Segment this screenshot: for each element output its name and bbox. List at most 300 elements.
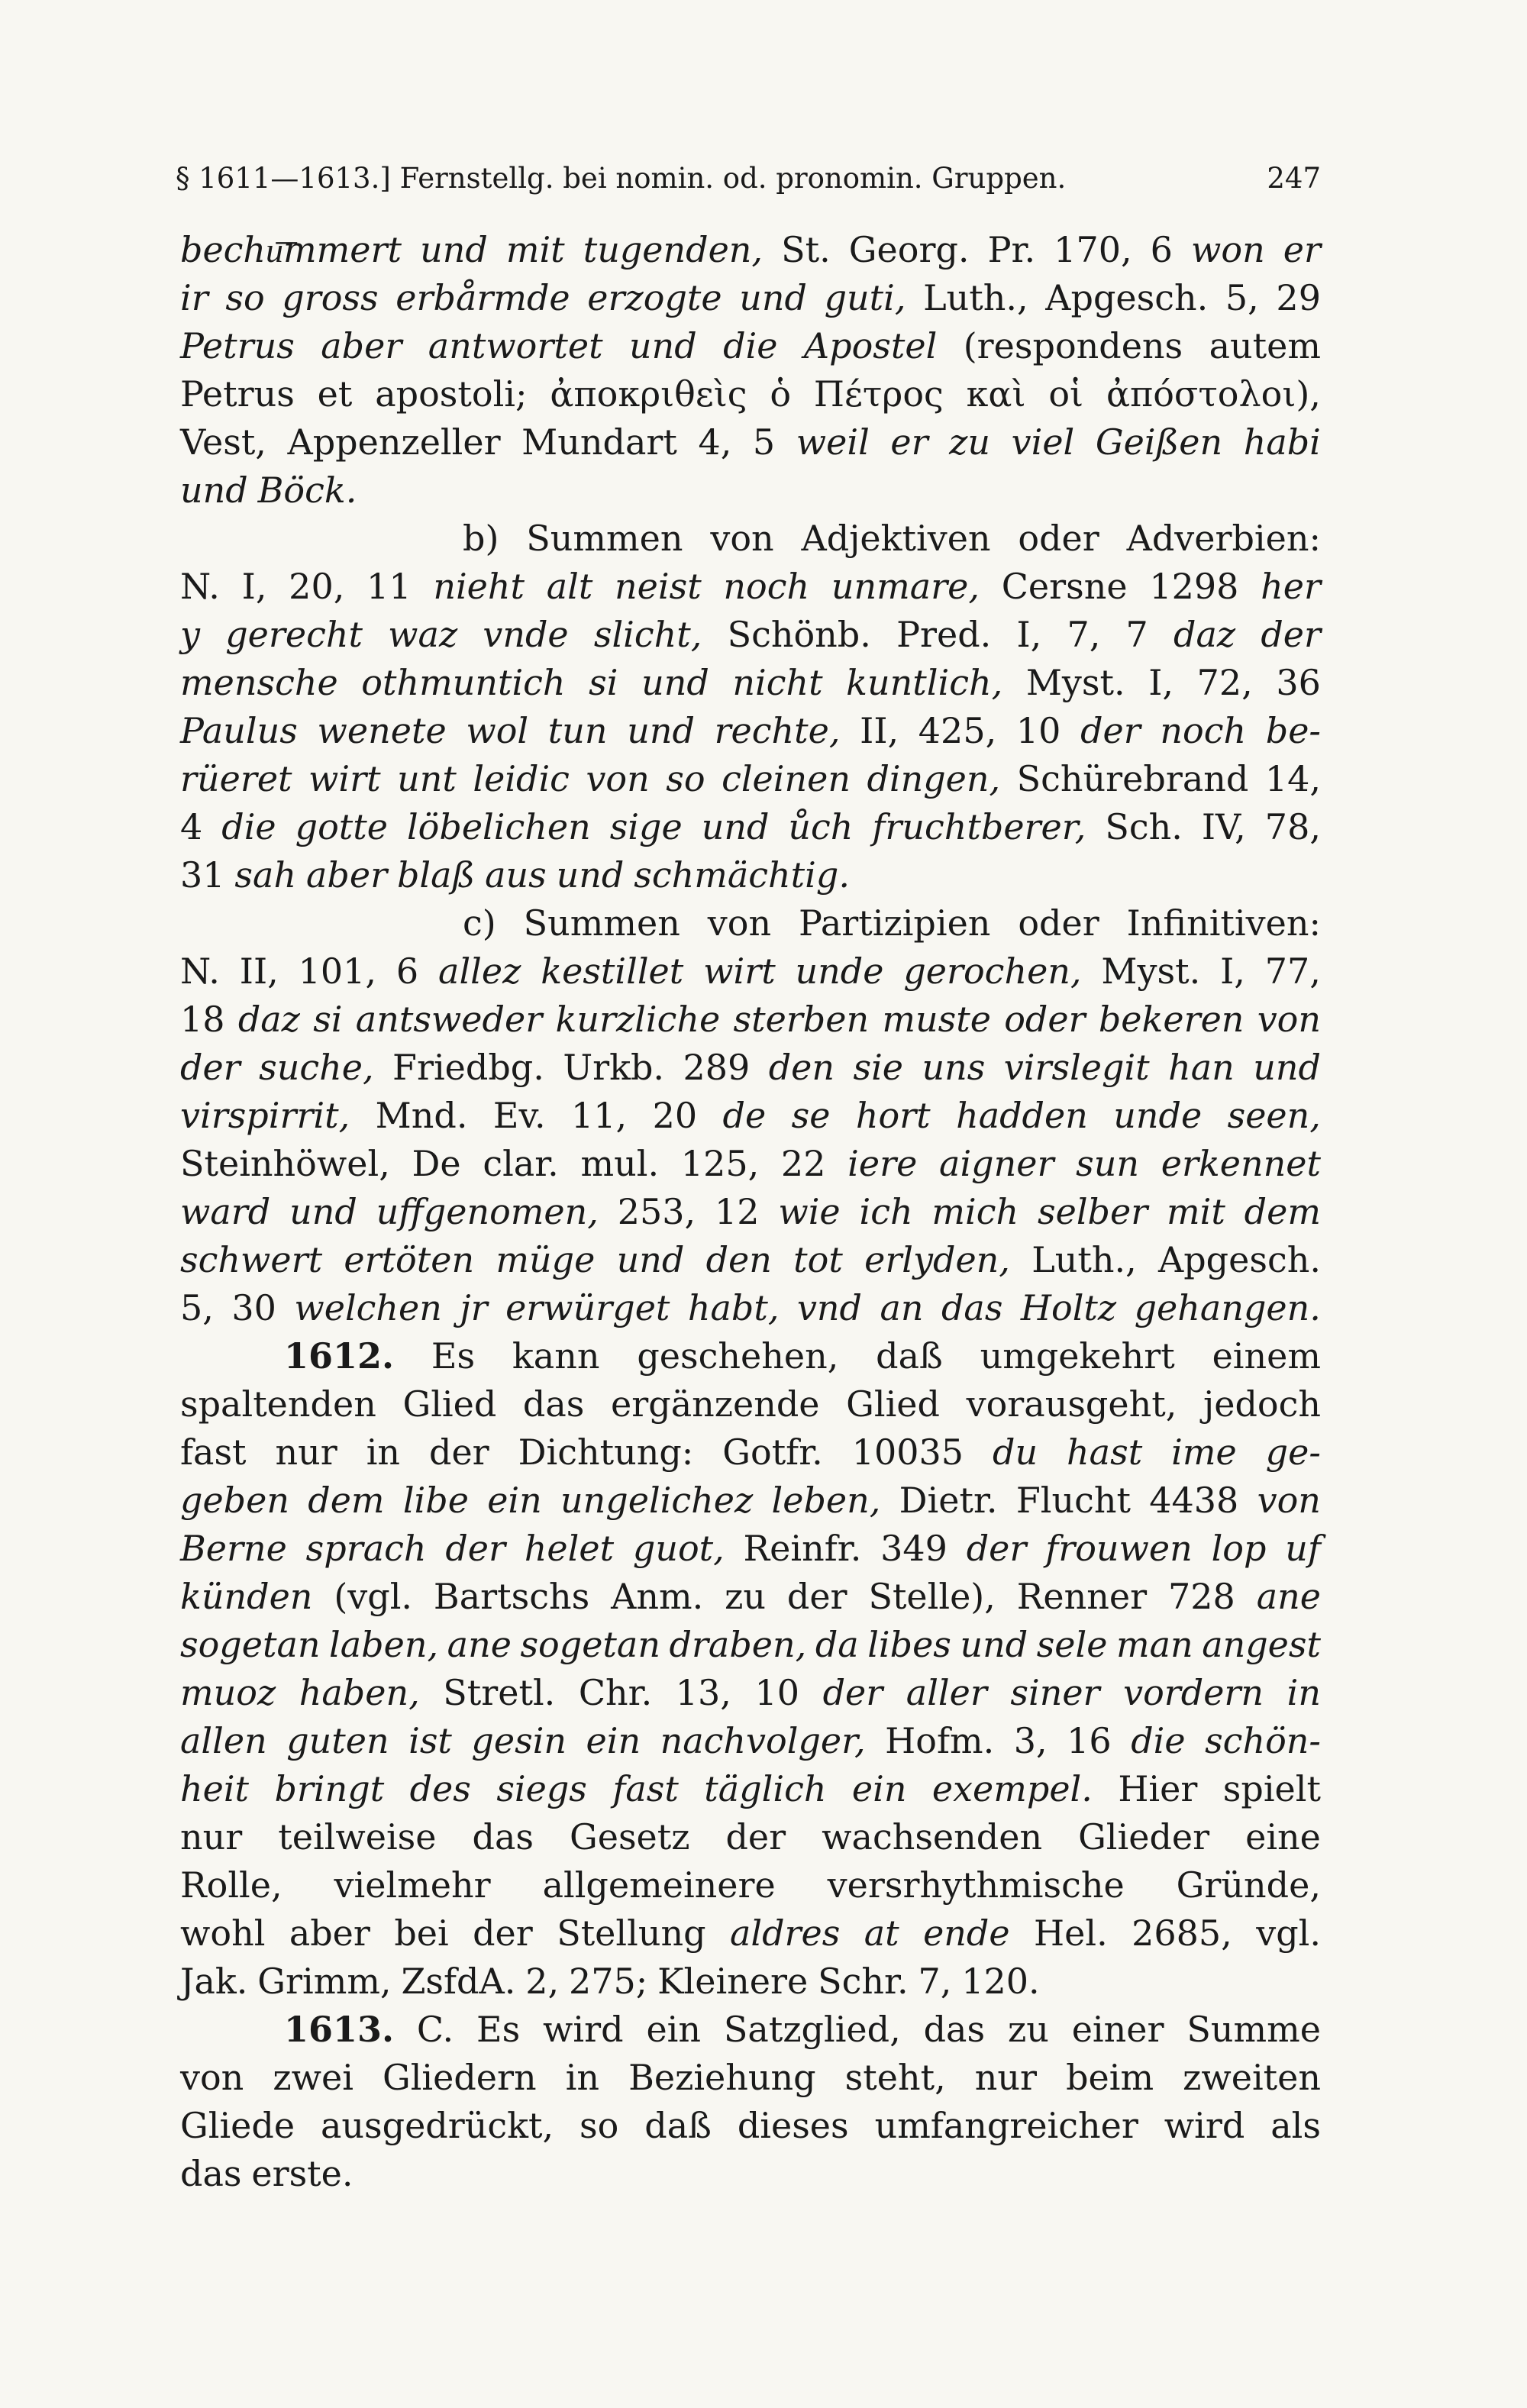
word: dingen, [867, 758, 1001, 799]
word: vgl. [1256, 1913, 1321, 1954]
word: umfangreicher [874, 2105, 1138, 2146]
word: I, [241, 566, 267, 607]
word: die [221, 806, 276, 847]
word: kurzliche [555, 999, 721, 1040]
word: weil [796, 421, 870, 463]
word: siner [1010, 1672, 1100, 1713]
word: teilweise [278, 1816, 437, 1858]
word: und [627, 710, 695, 751]
word: 6 [1150, 229, 1173, 270]
word: Summen [526, 518, 683, 559]
word: 22 [780, 1143, 826, 1184]
word: in [366, 1432, 401, 1473]
word: Es [476, 2009, 521, 2050]
word: und [180, 470, 248, 511]
word: Πέτρος [813, 373, 944, 415]
word: Flucht [1015, 1480, 1131, 1521]
word: der [180, 1047, 241, 1088]
word: unmare, [831, 566, 980, 607]
word: libes [867, 1624, 951, 1665]
text-line [180, 996, 1321, 1044]
word: jr [460, 1287, 488, 1328]
word: an [880, 1287, 924, 1328]
word: 101, [298, 951, 377, 992]
word: sah [234, 854, 297, 896]
word: Beziehung [628, 2057, 816, 2098]
word: wie [778, 1191, 841, 1232]
word: 77, [1264, 951, 1321, 992]
word: der [445, 1528, 505, 1569]
word: und [1253, 1047, 1321, 1088]
word: C. [416, 2009, 454, 2050]
word: das [941, 1287, 1003, 1328]
text-line [180, 1621, 1321, 1669]
word: 4, [698, 421, 732, 463]
text-line [180, 274, 1321, 322]
word: geben [180, 1480, 289, 1521]
word: aller [906, 1672, 987, 1713]
word: erkennet [1161, 1143, 1321, 1184]
word: 10 [754, 1672, 800, 1713]
word: Glied [846, 1383, 940, 1425]
word: du [993, 1432, 1038, 1473]
word: Chr. [578, 1672, 653, 1713]
word: man [1115, 1624, 1193, 1665]
word: 5, [180, 1287, 214, 1328]
word: καὶ [966, 373, 1026, 415]
word: spaltenden [180, 1383, 376, 1425]
word: 1298 [1149, 566, 1239, 607]
word: Holtz [1020, 1287, 1117, 1328]
word: 18 [180, 999, 225, 1040]
text-line [180, 1958, 1321, 2006]
text-line [180, 1573, 1321, 1621]
word: Anm. [611, 1576, 704, 1617]
word: das [180, 2153, 242, 2194]
word: ende [923, 1913, 1010, 1954]
word: ein [586, 1720, 641, 1761]
word: angest [1202, 1624, 1321, 1665]
word: siegs [496, 1768, 587, 1809]
word: St. [781, 229, 831, 270]
word: ungelichez [560, 1480, 754, 1521]
word: gotte [295, 806, 388, 847]
word: frouwen [1045, 1528, 1193, 1569]
word: libe [402, 1480, 469, 1521]
word: sun [1076, 1143, 1140, 1184]
word: haben, [299, 1672, 420, 1713]
text-line [180, 1717, 1321, 1765]
word: 120. [961, 1961, 1040, 2002]
word: Cersne [1001, 566, 1128, 607]
word: I, [1220, 951, 1245, 992]
word: sogetan [520, 1624, 660, 1665]
text-line [180, 370, 1321, 418]
word: der [822, 1672, 883, 1713]
word: und [556, 854, 625, 896]
text-line [180, 1188, 1321, 1236]
word: wirt [308, 758, 381, 799]
word: won [1191, 229, 1265, 270]
header-left [176, 156, 1066, 202]
word: 14, [1264, 758, 1321, 799]
word: Infinitiven: [1126, 902, 1321, 944]
word: Kleinere [657, 1961, 809, 2002]
word: oder [1018, 902, 1099, 944]
text-line [180, 2102, 1321, 2150]
text-line [180, 2006, 1321, 2054]
word: Bartschs [433, 1576, 590, 1617]
word: erwürget [505, 1287, 670, 1328]
word: so [579, 2105, 619, 2146]
word: (vgl. [334, 1576, 413, 1617]
word: vnd [796, 1287, 862, 1328]
word: habi [1243, 421, 1321, 463]
word: so [225, 277, 265, 318]
word: alt [546, 566, 593, 607]
word: kestillet [541, 951, 684, 992]
word: ertöten [344, 1239, 475, 1280]
word: 10 [1015, 710, 1061, 751]
word: 253, [617, 1191, 696, 1232]
word: nachvolger, [660, 1720, 866, 1761]
word: 13, [675, 1672, 731, 1713]
word: 728 [1167, 1576, 1235, 1617]
word: hast [1067, 1432, 1143, 1473]
word: Petrus [180, 325, 295, 366]
word: helet [524, 1528, 615, 1569]
word: unde [795, 951, 884, 992]
word: 7 [1125, 614, 1148, 655]
word: muoz [180, 1672, 276, 1713]
word: oder [1018, 518, 1099, 559]
text-line [180, 611, 1321, 659]
word: Gliedern [382, 2057, 537, 2098]
word: 170, [1054, 229, 1132, 270]
word: Schönb. [727, 614, 871, 655]
word: nur [974, 2057, 1038, 2098]
word: waz [388, 614, 458, 655]
word: noch [723, 566, 810, 607]
word: uns [922, 1047, 986, 1088]
word: zwei [273, 2057, 354, 2098]
word: IV, [1201, 806, 1246, 847]
word: 5, [1225, 277, 1259, 318]
word: von [1257, 999, 1321, 1040]
word: ane [447, 1624, 512, 1665]
word: rechte, [714, 710, 841, 751]
word: iere [847, 1143, 918, 1184]
word: Ev. [492, 1095, 546, 1136]
word: si [313, 999, 343, 1040]
word: guten [286, 1720, 389, 1761]
word: aber [321, 325, 402, 366]
word: ausgedrückt, [320, 2105, 554, 2146]
word: suche, [259, 1047, 374, 1088]
word: Hier [1118, 1768, 1198, 1809]
word: wachsenden [822, 1816, 1043, 1858]
word: die [723, 325, 778, 366]
word: blaß [396, 854, 476, 896]
word: sele [1036, 1624, 1108, 1665]
word: erzogte [587, 277, 722, 318]
word: se [791, 1095, 831, 1136]
word: selber [1037, 1191, 1148, 1232]
word: 1613. [284, 2009, 395, 2050]
word: 1612. [284, 1335, 395, 1377]
word: her [1261, 566, 1321, 607]
text-line [180, 1813, 1321, 1861]
word: Luth., [1031, 1239, 1137, 1280]
word: zu [949, 421, 991, 463]
text-line [180, 1332, 1321, 1380]
word: at [864, 1913, 899, 1954]
header-section: § 1611—1613.] [176, 162, 391, 195]
word: othmuntich [361, 662, 566, 703]
word: Schr. [818, 1961, 909, 2002]
word: welchen [294, 1287, 442, 1328]
word: draben, [669, 1624, 807, 1665]
word: Adjektiven [801, 518, 991, 559]
word: jedoch [1203, 1383, 1321, 1425]
word: Petrus [180, 373, 295, 415]
word: zweiten [1183, 2057, 1321, 2098]
text-line [180, 1236, 1321, 1284]
word: tot [793, 1239, 843, 1280]
word: Mundart [521, 421, 677, 463]
word: zu [725, 1576, 766, 1617]
word: bei [394, 1913, 449, 1954]
word: guti, [824, 277, 906, 318]
word: 20 [652, 1095, 698, 1136]
word: Stretl. [443, 1672, 556, 1713]
word: De [412, 1143, 461, 1184]
word: 31 [180, 854, 225, 896]
word: Summen [523, 902, 680, 944]
word: II, [239, 951, 279, 992]
word: Summe [1186, 2009, 1321, 2050]
word: Glied [402, 1383, 497, 1425]
word: das [522, 1383, 585, 1425]
word: bechu͞mmert [180, 229, 402, 270]
word: guot, [632, 1528, 725, 1569]
word: slicht, [593, 614, 702, 655]
word: rüeret [180, 758, 292, 799]
word: erbårmde [395, 277, 570, 318]
word: Myst. [1101, 951, 1201, 992]
text-line [180, 563, 1321, 611]
word: versrhythmische [827, 1864, 1125, 1906]
word: wohl [180, 1913, 266, 1954]
word: 10035 [851, 1432, 964, 1473]
word: mich [931, 1191, 1019, 1232]
word: gerochen, [903, 951, 1082, 992]
text-line [180, 1092, 1321, 1140]
word: dem [1244, 1191, 1321, 1232]
word: 289 [683, 1047, 751, 1088]
word: Sch. [1105, 806, 1183, 847]
text-line [180, 803, 1321, 851]
word: Renner [1016, 1576, 1148, 1617]
word: ůch [788, 806, 854, 847]
word: seen, [1227, 1095, 1321, 1136]
word: vielmehr [334, 1864, 491, 1906]
word: der [725, 1816, 786, 1858]
word: Gotfr. [722, 1432, 823, 1473]
text-line [180, 851, 1321, 899]
page-number: 247 [1267, 162, 1321, 195]
word: und [616, 1239, 685, 1280]
word: ἀπόστολοι), [1106, 373, 1321, 415]
word: Appenzeller [287, 421, 501, 463]
word: 11 [366, 566, 412, 607]
word: daz [237, 999, 300, 1040]
word: künden [180, 1576, 313, 1617]
text-line [180, 1669, 1321, 1717]
word: löbelichen [406, 806, 591, 847]
word: 425, [918, 710, 997, 751]
word: Paulus [180, 710, 298, 751]
word: aldres [729, 1913, 841, 1954]
word: antsweder [355, 999, 543, 1040]
word: mit [1167, 1191, 1225, 1232]
word: sige [609, 806, 683, 847]
word: daz [1173, 614, 1236, 655]
word: Hofm. [885, 1720, 995, 1761]
word: der [473, 1913, 533, 1954]
word: nur [275, 1432, 337, 1473]
word: Schürebrand [1016, 758, 1249, 799]
word: 275; [568, 1961, 648, 2002]
word: allgemeinere [542, 1864, 776, 1906]
text-line [180, 1428, 1321, 1477]
word: kann [512, 1335, 600, 1377]
word: Geißen [1095, 421, 1223, 463]
word: aus [485, 854, 547, 896]
word: erlyden, [864, 1239, 1010, 1280]
word: ἀποκριθεὶς [550, 373, 747, 415]
word: 5 [752, 421, 776, 463]
word: ZsfdA. [401, 1961, 516, 2002]
word: Gliede [180, 2105, 295, 2146]
word: in [1286, 1672, 1321, 1713]
word: Berne [180, 1528, 287, 1569]
word: Stellung [557, 1913, 706, 1954]
word: II, [860, 710, 899, 751]
word: nur [180, 1816, 243, 1858]
text-line [180, 226, 1321, 274]
word: neist [615, 566, 702, 607]
word: 11, [571, 1095, 628, 1136]
word: (respondens [963, 325, 1183, 366]
word: ime [1171, 1432, 1237, 1473]
word: Mnd. [375, 1095, 468, 1136]
word: und [739, 277, 807, 318]
word: mul. [580, 1143, 660, 1184]
word: uf [1285, 1528, 1321, 1569]
word: tun [547, 710, 608, 751]
word: von [586, 758, 650, 799]
word: 12 [714, 1191, 760, 1232]
word: heit [180, 1768, 250, 1809]
word: vnde [483, 614, 569, 655]
word: leidic [473, 758, 570, 799]
text-line [180, 755, 1321, 803]
word: von [707, 902, 772, 944]
word: I, [1016, 614, 1042, 655]
word: Pred. [896, 614, 992, 655]
header-title: Fernstellg. bei nomin. od. pronomin. Gruppen. [399, 162, 1067, 195]
word: er [890, 421, 928, 463]
word: fruchtberer, [872, 806, 1086, 847]
word: wird [1164, 2105, 1245, 2146]
word: dem [308, 1480, 385, 1521]
word: ward [180, 1191, 271, 1232]
word: Dietr. [899, 1480, 998, 1521]
text-line [180, 322, 1321, 370]
word: vordern [1123, 1672, 1264, 1713]
word: da [815, 1624, 859, 1665]
word: der [1261, 614, 1321, 655]
word: noch [1160, 710, 1247, 751]
word: von [710, 518, 774, 559]
word: Steinhöwel, [180, 1143, 390, 1184]
word: y [180, 614, 200, 655]
word: ir [180, 277, 208, 318]
word: leben, [771, 1480, 881, 1521]
word: Stelle), [868, 1576, 996, 1617]
word: de [722, 1095, 767, 1136]
word: gerecht [225, 614, 363, 655]
text-line [180, 1525, 1321, 1573]
word: der [786, 1576, 847, 1617]
word: bringt [274, 1768, 385, 1809]
word: aber [289, 1913, 370, 1954]
word: cleinen [722, 758, 851, 799]
word: 6 [395, 951, 419, 992]
word: 36 [1276, 662, 1321, 703]
text-line [180, 1140, 1321, 1188]
word: schön- [1205, 1720, 1321, 1761]
word: allez [438, 951, 521, 992]
word: viel [1011, 421, 1075, 463]
word: Hel. [1034, 1913, 1108, 1954]
word: Vest, [180, 421, 266, 463]
word: 7, [918, 1961, 952, 2002]
word: geschehen, [637, 1335, 839, 1377]
text-line [180, 947, 1321, 996]
text-line [180, 707, 1321, 755]
word: Friedbg. [392, 1047, 544, 1088]
word: 30 [231, 1287, 276, 1328]
word: fast [612, 1768, 679, 1809]
word: I, [1148, 662, 1174, 703]
text-line [180, 1861, 1321, 1909]
word: schmächtig. [634, 854, 850, 896]
word: 3, [1013, 1720, 1048, 1761]
word: virspirrit, [180, 1095, 350, 1136]
word: ergänzende [611, 1383, 820, 1425]
word: Es [431, 1335, 476, 1377]
word: das [472, 1816, 534, 1858]
word: ein [646, 2009, 702, 2050]
word: umgekehrt [980, 1335, 1175, 1377]
word: aber [305, 854, 388, 896]
word: eine [1245, 1816, 1321, 1858]
word: hadden [956, 1095, 1088, 1136]
word: ge- [1265, 1432, 1321, 1473]
text-line [180, 1044, 1321, 1092]
